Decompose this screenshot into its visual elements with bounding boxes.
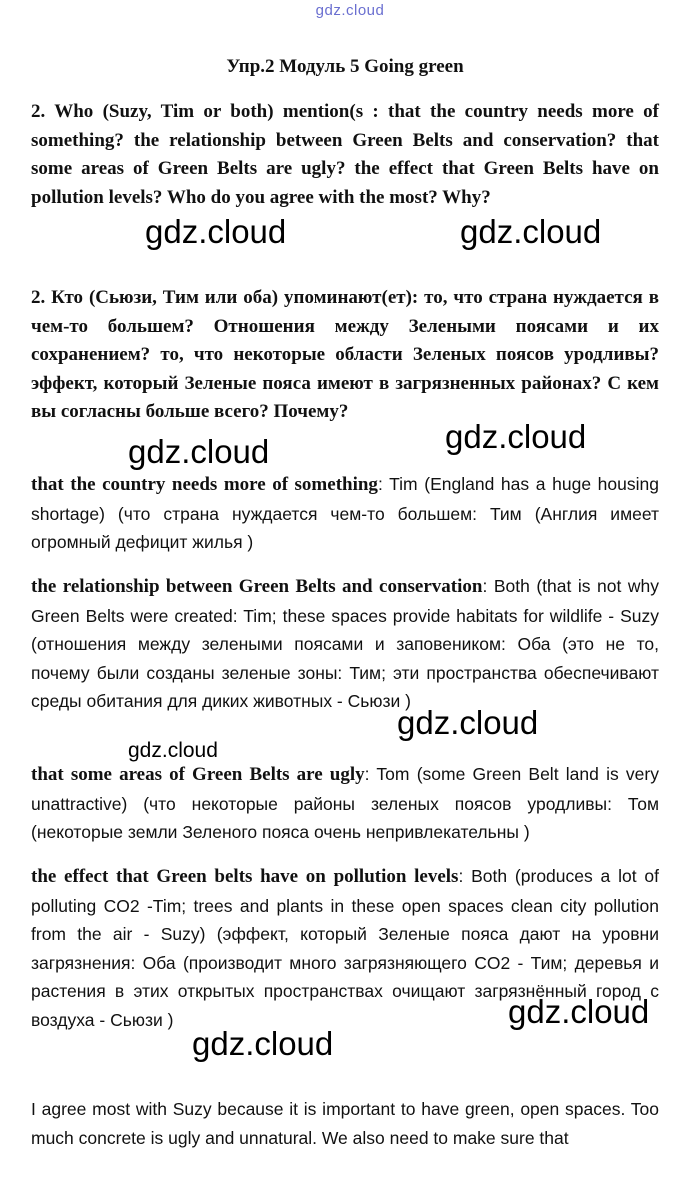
answer-item-conservation [31,572,659,716]
answer-item-ugly-areas [31,760,659,847]
site-mark: gdz.cloud [315,2,385,19]
answer-lead: that the country needs more of something [31,474,378,495]
answer-lead: that some areas of Green Belts are ugly [31,764,365,785]
answer-text: : Tim (England has a huge housing shortage) (что страна нуждается чем-то большем: Тим (Англия имеет огромный дефицит жилья ) [31,474,659,552]
answer-lead: the relationship between Green Belts and conservation [31,576,483,597]
task-english: 2. Who (Suzy, Tim or both) mention(s : that the country needs more of something? the relationship between Green Belts and conservation? that some areas of Green Belts are ugly? the effect that Green Belts have on pollution levels? Who do you agree with the most? Why? [31,101,659,208]
answer-text: : Both (that is not why Green Belts were created: Tim; these spaces provide habitats for wildlife - Suzy (отношения между зелеными поясами и заповеником: Оба (это не то, почему были созданы зеленые зоны: Тим; эти пространства обеспечивают среды обитания для диких животных - Сьюзи ) [31,576,659,711]
answer-item-country-needs [31,470,659,557]
answer-text: : Both (produces a lot of polluting CO2 -Tim; trees and plants in these open spaces clean city pollution from the air - Suzy) (эффект, который Зеленые пояса дают на уровни загрязнения: Оба (производит много загрязняющего CO2 - Тим; деревья и растения в этих открытых пространствах очищают загрязнённый город с воздуха - Сьюзи ) [31,866,659,1030]
watermark: gdz.cloud [460,213,602,250]
closing-paragraph: I agree most with Suzy because it is important to have green, open spaces. Too much concrete is ugly and unnatural. We also need to make sure that [31,1099,659,1148]
watermark: gdz.cloud [508,993,650,1030]
watermark: gdz.cloud [128,433,270,470]
answer-lead: the effect that Green belts have on pollution levels [31,866,459,887]
watermark: gdz.cloud [192,1025,334,1062]
watermark: gdz.cloud [145,213,287,250]
watermark: gdz.cloud [445,418,587,455]
answer-text: : Tom (some Green Belt land is very unattractive) (что некоторые районы зеленых поясов уродливы: Том (некоторые земли Зеленого пояса очень непривлекательны ) [31,764,659,842]
page-title: Упр.2 Модуль 5 Going green [226,56,464,77]
watermark: gdz.cloud [128,739,218,762]
task-russian: 2. Кто (Сьюзи, Тим или оба) упоминают(ет): то, что страна нуждается в чем-то большем? Отношения между Зелеными поясами и их сохранением? то, что некоторые области Зеленых поясов уродливы? эффект, который Зеленые пояса имеют в загрязненных районах? С кем вы согласны больше всего? Почему? [31,287,659,422]
watermark: gdz.cloud [397,704,539,741]
